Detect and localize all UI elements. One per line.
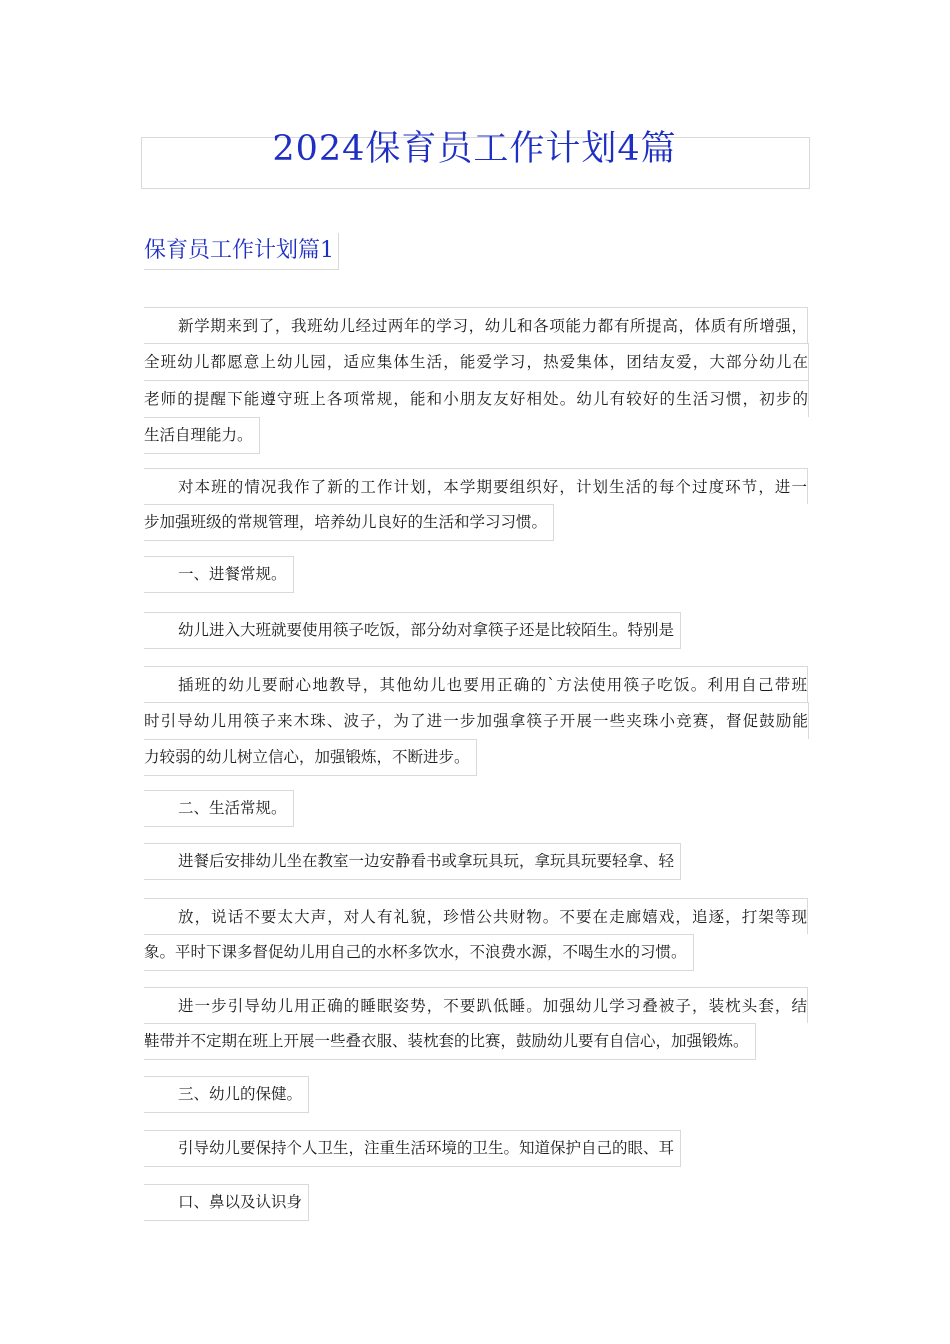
paragraph-line: 老师的提醒下能遵守班上各项常规，能和小朋友友好相处。幼儿有较好的生活习惯，初步的 bbox=[144, 380, 809, 417]
paragraph-12 bbox=[144, 1184, 808, 1220]
paragraph-line: 全班幼儿都愿意上幼儿园，适应集体生活，能爱学习，热爱集体，团结友爱，大部分幼儿在 bbox=[144, 343, 809, 380]
paragraph-line-wrap bbox=[144, 612, 808, 648]
paragraph-line-wrap bbox=[144, 504, 808, 540]
paragraph-line: 放，说话不要太大声，对人有礼貌，珍惜公共财物。不要在走廊嬉戏，追逐，打架等现 bbox=[144, 898, 808, 934]
paragraph-2 bbox=[144, 468, 808, 540]
paragraph-line: 步加强班级的常规管理，培养幼儿良好的生活和学习习惯。 bbox=[144, 504, 554, 541]
paragraph-line-wrap bbox=[144, 843, 808, 879]
section-heading: 保育员工作计划篇1 bbox=[144, 233, 339, 270]
paragraph-8 bbox=[144, 898, 808, 970]
paragraph-line-wrap bbox=[144, 417, 808, 453]
subheading-1 bbox=[144, 556, 808, 592]
subheading-3 bbox=[144, 1076, 808, 1112]
paragraph-9 bbox=[144, 987, 808, 1059]
paragraph-line-wrap bbox=[144, 1130, 808, 1166]
subheading-text: 一、进餐常规。 bbox=[144, 556, 294, 593]
paragraph-line: 引导幼儿要保持个人卫生，注重生活环境的卫生。知道保护自己的眼、耳 bbox=[144, 1130, 681, 1167]
paragraph-line: 时引导幼儿用筷子来木珠、波子，为了进一步加强拿筷子开展一些夹珠小竞赛，督促鼓励能 bbox=[144, 702, 809, 739]
paragraph-line: 新学期来到了，我班幼儿经过两年的学习，幼儿和各项能力都有所提高，体质有所增强， bbox=[144, 307, 808, 343]
paragraph-line: 力较弱的幼儿树立信心，加强锻炼，不断进步。 bbox=[144, 739, 477, 776]
paragraph-1 bbox=[144, 307, 808, 453]
paragraph-line: 进餐后安排幼儿坐在教室一边安静看书或拿玩具玩，拿玩具玩要轻拿、轻 bbox=[144, 843, 681, 880]
paragraph-line: 鞋带并不定期在班上开展一些叠衣服、装枕套的比赛，鼓励幼儿要有自信心，加强锻炼。 bbox=[144, 1023, 756, 1060]
subheading-text: 二、生活常规。 bbox=[144, 790, 294, 827]
paragraph-line: 进一步引导幼儿用正确的睡眠姿势，不要趴低睡。加强幼儿学习叠被子，装枕头套，结 bbox=[144, 987, 808, 1023]
paragraph-5 bbox=[144, 666, 808, 775]
paragraph-4 bbox=[144, 612, 808, 648]
paragraph-line: 口、鼻以及认识身 bbox=[144, 1184, 309, 1221]
paragraph-line-wrap bbox=[144, 934, 808, 970]
document-title: 2024保育员工作计划4篇 bbox=[272, 129, 677, 169]
paragraph-11 bbox=[144, 1130, 808, 1166]
paragraph-line: 幼儿进入大班就要使用筷子吃饭，部分幼对拿筷子还是比较陌生。特别是 bbox=[144, 612, 681, 649]
paragraph-line: 插班的幼儿要耐心地教导，其他幼儿也要用正确的`方法使用筷子吃饭。利用自己带班 bbox=[144, 666, 808, 702]
paragraph-line-wrap bbox=[144, 739, 808, 775]
subheading-2 bbox=[144, 790, 808, 826]
paragraph-7 bbox=[144, 843, 808, 879]
paragraph-line: 对本班的情况我作了新的工作计划，本学期要组织好，计划生活的每个过度环节，进一 bbox=[144, 468, 808, 504]
paragraph-line-wrap bbox=[144, 790, 808, 826]
subheading-text: 三、幼儿的保健。 bbox=[144, 1076, 309, 1113]
paragraph-line-wrap bbox=[144, 1076, 808, 1112]
paragraph-line: 象。平时下课多督促幼儿用自己的水杯多饮水，不浪费水源，不喝生水的习惯。 bbox=[144, 934, 694, 971]
paragraph-line: 生活自理能力。 bbox=[144, 417, 260, 454]
paragraph-line-wrap bbox=[144, 1023, 808, 1059]
paragraph-line-wrap bbox=[144, 556, 808, 592]
paragraph-line-wrap bbox=[144, 1184, 808, 1220]
